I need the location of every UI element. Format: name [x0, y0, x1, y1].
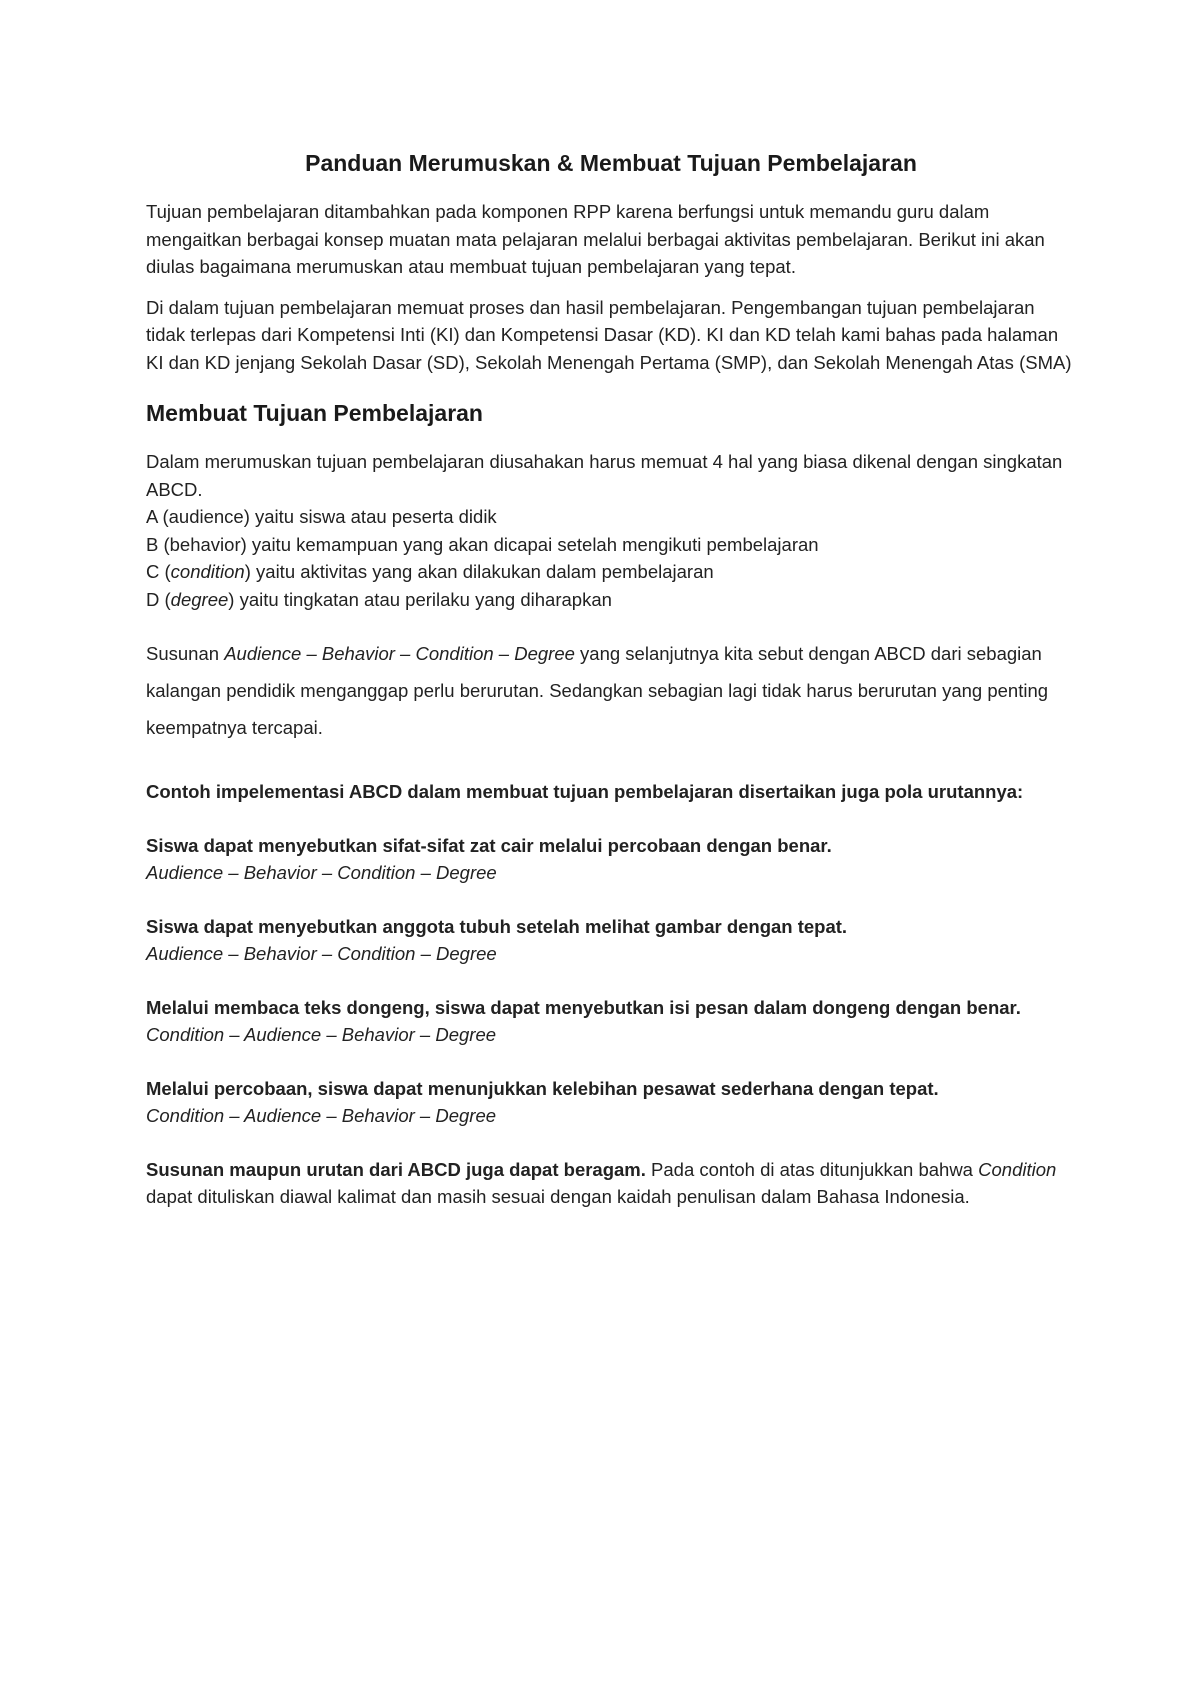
abcd-item-desc: ) yaitu siswa atau peserta didik — [243, 506, 497, 527]
abcd-intro: Dalam merumuskan tujuan pembelajaran diusahakan harus memuat 4 hal yang biasa dikenal dengan singkatan ABCD. — [146, 451, 1063, 500]
example-sentence: Melalui membaca teks dongeng, siswa dapat menyebutkan isi pesan dalam dongeng dengan benar. — [146, 996, 1021, 1018]
abcd-item-d — [146, 586, 1076, 614]
abcd-item-term: audience — [168, 506, 244, 527]
abcd-item-desc: ) yaitu kemampuan yang akan dicapai setelah mengikuti pembelajaran — [240, 533, 819, 555]
order-paragraph-pre: Susunan — [146, 643, 225, 664]
abcd-item-desc: ) yaitu tingkatan atau perilaku yang diharapkan — [228, 588, 612, 610]
abcd-item-c — [146, 558, 1076, 586]
abcd-item-prefix: A ( — [146, 506, 169, 527]
closing-text-2: dapat dituliskan diawal kalimat dan masih sesuai dengan kaidah penulisan dalam Bahasa Indonesia. — [146, 1186, 970, 1207]
abcd-item-b — [146, 531, 1076, 559]
example-pattern: Audience – Behavior – Condition – Degree — [146, 862, 497, 883]
example-1 — [146, 832, 1076, 887]
intro-paragraph-2: Di dalam tujuan pembelajaran memuat proses dan hasil pembelajaran. Pengembangan tujuan pembelajaran tidak terlepas dari Kompetensi Inti (KI) dan Kompetensi Dasar (KD). KI dan KD telah kami bahas pada halaman KI dan KD jenjang Sekolah Dasar (SD), Sekolah Menengah Pertama (SMP), dan Sekolah Menengah Atas (SMA) — [146, 296, 1072, 373]
document-title: Panduan Merumuskan & Membuat Tujuan Pembelajaran — [305, 150, 917, 176]
intro-paragraph-1: Tujuan pembelajaran ditambahkan pada komponen RPP karena berfungsi untuk memandu guru dalam mengaitkan berbagai konsep muatan mata pelajaran melalui berbagai aktivitas pembelajaran. Berikut ini akan diulas bagaimana merumuskan atau membuat tujuan pembelajaran yang tepat. — [146, 201, 1045, 277]
abcd-item-prefix: D ( — [146, 588, 171, 610]
example-sentence: Siswa dapat menyebutkan anggota tubuh setelah melihat gambar dengan tepat. — [146, 915, 848, 937]
document-content — [146, 148, 1076, 1211]
order-paragraph-term: Audience – Behavior – Condition – Degree — [224, 643, 575, 664]
closing-bold: Susunan maupun urutan dari ABCD juga dapat beragam. — [146, 1158, 646, 1180]
abcd-item-term: behavior — [169, 533, 241, 555]
examples-intro: Contoh impelementasi ABCD dalam membuat tujuan pembelajaran disertaikan juga pola urutannya: — [146, 781, 1024, 802]
section-heading: Membuat Tujuan Pembelajaran — [146, 400, 483, 426]
abcd-item-desc: ) yaitu aktivitas yang akan dilakukan dalam pembelajaran — [244, 561, 714, 582]
example-pattern: Audience – Behavior – Condition – Degree — [146, 943, 497, 964]
example-3 — [146, 994, 1076, 1049]
order-paragraph-post: yang selanjutnya kita sebut dengan ABCD dari sebagian kalangan pendidik menganggap perlu berurutan. Sedangkan sebagian lagi tidak harus berurutan yang penting keempatnya tercapai. — [146, 643, 1049, 738]
abcd-item-term: condition — [170, 561, 245, 582]
example-4 — [146, 1075, 1076, 1130]
closing-italic: Condition — [978, 1158, 1057, 1180]
abcd-block — [146, 448, 1076, 613]
closing-text-1: Pada contoh di atas ditunjukkan bahwa — [645, 1158, 979, 1180]
closing-paragraph — [146, 1156, 1076, 1211]
abcd-item-a — [146, 503, 1076, 531]
example-2 — [146, 913, 1076, 968]
order-paragraph — [146, 635, 1076, 746]
example-pattern: Condition – Audience – Behavior – Degree — [146, 1024, 497, 1045]
abcd-item-term: degree — [170, 588, 229, 610]
abcd-item-prefix: B ( — [146, 533, 170, 555]
abcd-item-prefix: C ( — [146, 561, 171, 582]
example-sentence: Melalui percobaan, siswa dapat menunjukkan kelebihan pesawat sederhana dengan tepat. — [146, 1077, 939, 1099]
example-pattern: Condition – Audience – Behavior – Degree — [146, 1105, 497, 1126]
example-sentence: Siswa dapat menyebutkan sifat-sifat zat cair melalui percobaan dengan benar. — [146, 834, 832, 856]
